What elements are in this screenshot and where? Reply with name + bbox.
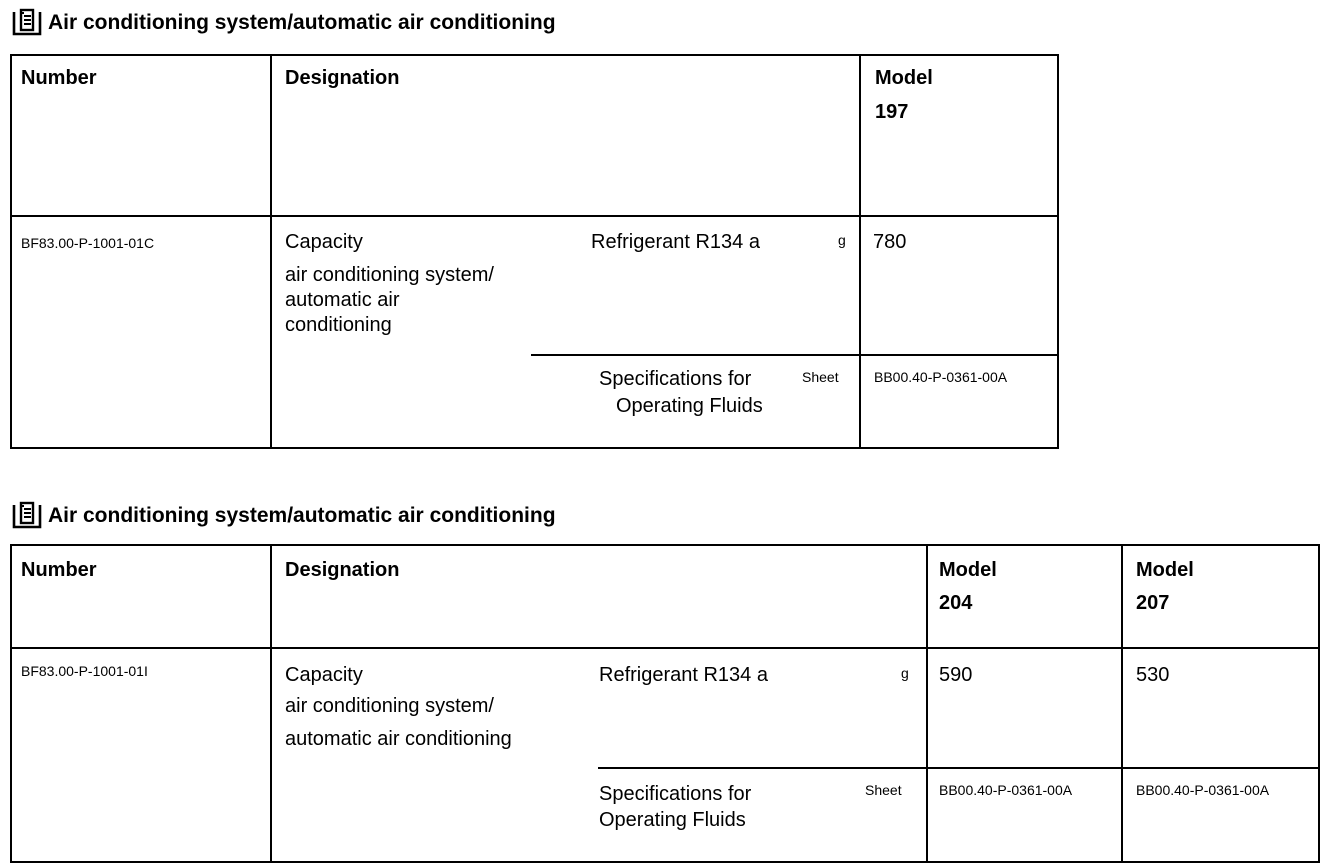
- column-header-model: Model: [875, 67, 933, 89]
- column-header-model: Model: [1136, 559, 1194, 581]
- refrigerant-value: 780: [873, 231, 907, 253]
- specs-sheet-reference: BB00.40-P-0361-00A: [874, 369, 1008, 385]
- capacity-description: air conditioning system/: [285, 264, 494, 286]
- refrigerant-value: 530: [1136, 664, 1170, 686]
- column-header-designation: Designation: [285, 67, 400, 89]
- refrigerant-label: Refrigerant R134 a: [599, 664, 768, 686]
- column-header-designation: Designation: [285, 559, 400, 581]
- specs-label: Operating Fluids: [616, 395, 763, 417]
- capacity-description: conditioning: [285, 314, 392, 336]
- column-header-model: Model: [939, 559, 997, 581]
- refrigerant-unit: g: [838, 232, 846, 248]
- capacity-description: air conditioning system/: [285, 695, 494, 717]
- part-number: BF83.00-P-1001-01C: [21, 235, 155, 251]
- specs-label: Specifications for: [599, 783, 752, 805]
- column-header-number: Number: [21, 67, 97, 89]
- specs-sheet-reference: BB00.40-P-0361-00A: [1136, 782, 1270, 798]
- section-heading-text: Air conditioning system/automatic air conditioning: [48, 504, 556, 527]
- model-number: 197: [875, 101, 909, 123]
- section-2-heading: [12, 499, 556, 533]
- specs-label: Operating Fluids: [599, 809, 746, 831]
- specs-sheet-reference: BB00.40-P-0361-00A: [939, 782, 1073, 798]
- model-number: 204: [939, 592, 973, 614]
- part-number: BF83.00-P-1001-01I: [21, 663, 148, 679]
- capacity-label: Capacity: [285, 231, 363, 253]
- book-icon: [12, 501, 42, 531]
- column-header-number: Number: [21, 559, 97, 581]
- specs-label: Specifications for: [599, 368, 752, 390]
- specs-unit: Sheet: [802, 369, 839, 385]
- section-1-heading: [12, 6, 556, 40]
- capacity-description: automatic air: [285, 289, 400, 311]
- model-number: 207: [1136, 592, 1170, 614]
- capacity-label: Capacity: [285, 664, 363, 686]
- section-heading-text: Air conditioning system/automatic air conditioning: [48, 11, 556, 34]
- specs-unit: Sheet: [865, 782, 902, 798]
- refrigerant-label: Refrigerant R134 a: [591, 231, 760, 253]
- book-icon: [12, 8, 42, 38]
- refrigerant-value: 590: [939, 664, 973, 686]
- capacity-description: automatic air conditioning: [285, 728, 512, 750]
- refrigerant-unit: g: [901, 665, 909, 681]
